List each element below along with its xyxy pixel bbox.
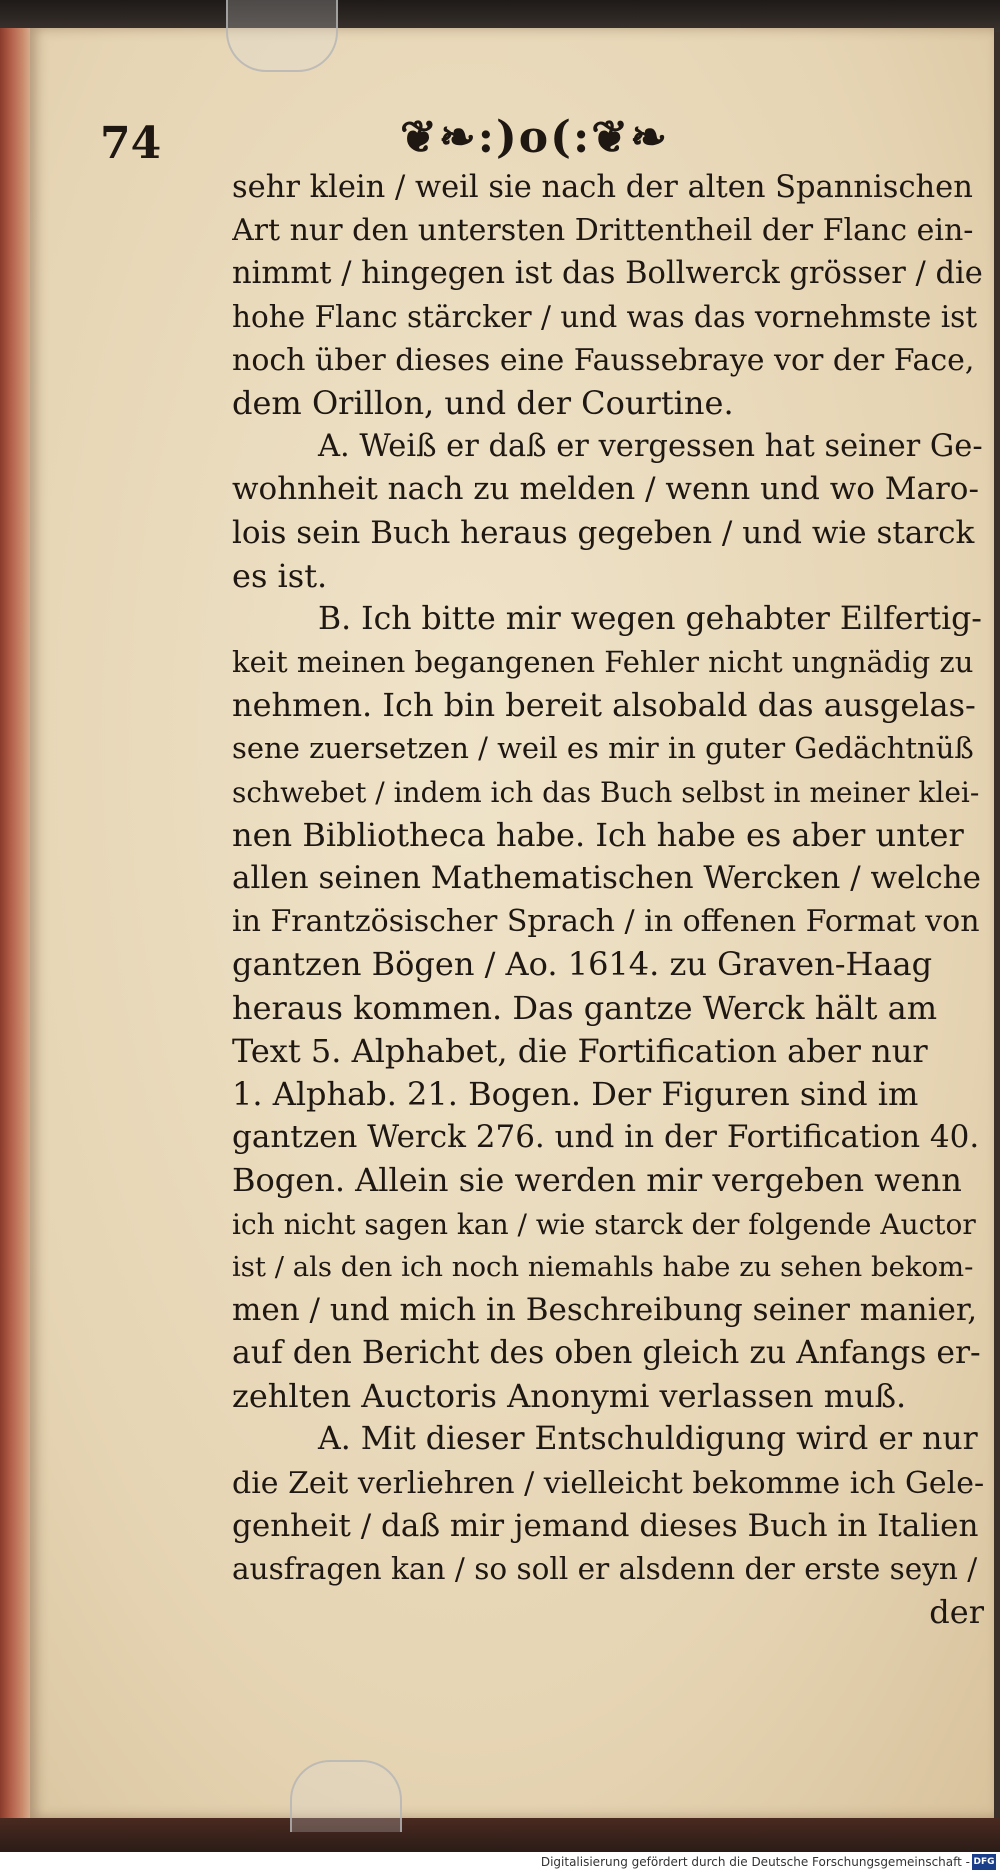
text-line: nehmen. Ich bin bereit alsobald das ausgelas- (232, 686, 976, 725)
text-line: A. Weiß er daß er vergessen hat seiner Ge- (318, 429, 983, 465)
text-line: dem Orillon, und der Courtine. (232, 383, 734, 422)
body-text (232, 166, 984, 1634)
page-clip-top (226, 0, 338, 72)
text-line: Art nur den untersten Drittentheil der Flanc ein- (232, 213, 974, 249)
text-line: die Zeit verliehren / vielleicht bekomme ich Gele- (232, 1465, 984, 1501)
text-line: in Frantzösischer Sprach / in offenen Format von (232, 904, 980, 940)
text-line: genheit / daß mir jemand dieses Buch in Italien (232, 1507, 979, 1544)
text-line: A. Mit dieser Entschuldigung wird er nur (318, 1421, 978, 1458)
text-line: keit meinen begangenen Fehler nicht ungnädig zu (232, 645, 974, 680)
text-line: ausfragen kan / so soll er alsdenn der erste seyn / (232, 1552, 978, 1586)
text-line: es ist. (232, 556, 328, 595)
text-line: sene zuersetzen / weil es mir in guter Gedächtnüß (232, 731, 974, 766)
text-line: nen Bibliotheca habe. Ich habe es aber unter (232, 815, 964, 854)
header-ornament: ❦❧:)o(:❦❧ (400, 112, 669, 163)
text-line: gantzen Werck 276. und in der Fortification 40. (232, 1119, 980, 1156)
text-line: auf den Bericht des oben gleich zu Anfangs er- (232, 1335, 981, 1372)
text-line: schwebet / indem ich das Buch selbst in meiner klei- (232, 775, 980, 809)
text-line: Bogen. Allein sie werden mir vergeben wenn (232, 1161, 962, 1200)
page-clip-bottom (290, 1760, 402, 1832)
text-line: 1. Alphab. 21. Bogen. Der Figuren sind im (232, 1074, 919, 1113)
catchword: der (929, 1593, 984, 1632)
text-line: nimmt / hingegen ist das Bollwerck grösser / die (232, 256, 983, 292)
book-spine-edge (0, 28, 32, 1818)
text-line: lois sein Buch heraus gegeben / und wie starck (232, 514, 975, 551)
text-line: hohe Flanc stärcker / und was das vornehmste ist (232, 299, 978, 334)
text-line: heraus kommen. Das gantze Werck hält am (232, 988, 938, 1027)
text-line: wohnheit nach zu melden / wenn und wo Maro- (232, 471, 979, 508)
bottom-border (0, 1818, 1000, 1852)
dfg-logo: DFG (972, 1854, 996, 1870)
text-line: ist / als den ich noch niemahls habe zu sehen bekom- (232, 1250, 974, 1283)
text-line: allen seinen Mathematischen Wercken / welche (232, 860, 981, 896)
text-line: ich nicht sagen kan / wie starck der folgende Auctor (232, 1207, 976, 1241)
text-line: zehlten Auctoris Anonymi verlassen muß. (232, 1377, 907, 1416)
text-line: men / und mich in Beschreibung seiner manier, (232, 1291, 978, 1328)
digitization-credit: Digitalisierung gefördert durch die Deutsche Forschungsgemeinschaft - (540, 1855, 970, 1869)
page-number: 74 (100, 118, 162, 169)
text-line: B. Ich bitte mir wegen gehabter Eilfertig- (318, 600, 982, 637)
text-line: noch über dieses eine Faussebraye vor der Face, (232, 342, 975, 378)
text-line: sehr klein / weil sie nach der alten Spannischen (232, 170, 973, 205)
text-line: Text 5. Alphabet, die Fortification aber nur (232, 1031, 928, 1070)
text-line: gantzen Bögen / Ao. 1614. zu Graven-Haag (232, 945, 933, 984)
